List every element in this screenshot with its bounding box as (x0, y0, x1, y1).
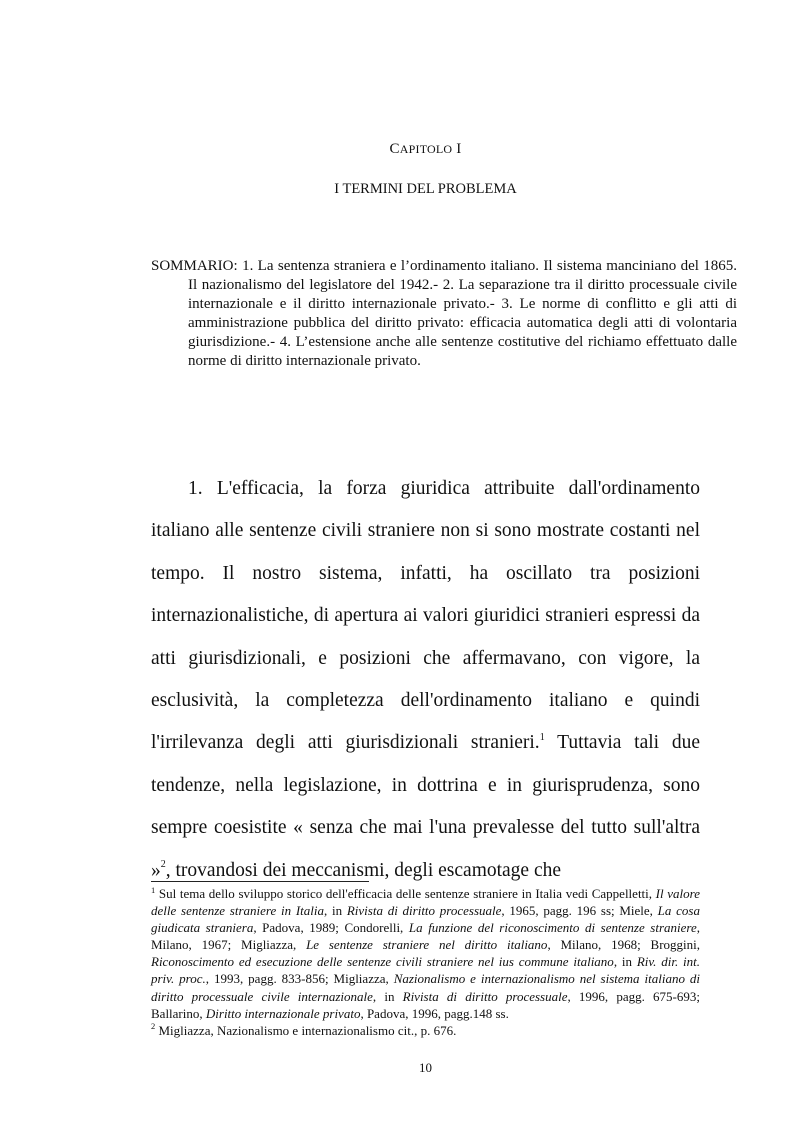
fn1-text: , Padova, 1996, pagg.148 ss. (360, 1005, 509, 1021)
fn1-text: , 1965, pagg. 196 ss; Miele, (501, 903, 658, 919)
summary-label: SOMMARIO: (151, 258, 238, 274)
footnote-2-number: 2 (151, 1021, 156, 1032)
summary-block (151, 257, 737, 371)
fn1-title: Riv. dir. int. priv. proc. (151, 954, 700, 987)
footnote-ref-2[interactable]: 2 (160, 859, 166, 871)
fn1-title: Rivista di diritto processuale (346, 903, 502, 919)
fn1-text: , Milano, 1967; Migliazza, (151, 920, 700, 953)
body-part-2: Tuttavia tali due tendenze, nella legislazione, in dottrina e in giurisprudenza, sono sempre coesistite « senza che mai l'una prevalesse del tutto sull'altra » (151, 732, 700, 881)
fn1-title: Riconoscimento ed esecuzione delle sentenze civili straniere nel ius commune italiano (151, 954, 614, 970)
fn1-title: Il valore delle sentenze straniere in Italia (151, 886, 700, 919)
body-paragraph (151, 468, 700, 892)
footnote-1 (151, 885, 700, 1022)
footnote-2 (151, 1022, 700, 1039)
fn1-text: , in (613, 954, 637, 970)
fn1-text: , Milano, 1968; Broggini, (547, 937, 700, 953)
chapter-heading (0, 141, 793, 158)
footnote-divider (151, 881, 369, 882)
footnotes (151, 885, 700, 1039)
chapter-title: I TERMINI DEL PROBLEMA (334, 181, 517, 197)
fn1-text: , in (372, 988, 403, 1004)
footnote-1-number: 1 (151, 884, 156, 895)
footnote-ref-1[interactable]: 1 (539, 731, 545, 743)
fn1-title: La funzione del riconoscimento di sentenze straniere (408, 920, 697, 936)
fn1-title: Rivista di diritto processuale (402, 988, 568, 1004)
page-number: 10 (419, 1060, 432, 1075)
fn2-text: Migliazza, Nazionalismo e internazionalismo cit., p. 676. (155, 1022, 457, 1038)
fn1-title: La cosa giudicata straniera (151, 903, 700, 936)
fn1-title: Le sentenze straniere nel diritto italiano (306, 937, 548, 953)
body-part-1: 1. L'efficacia, la forza giuridica attribuite dall'ordinamento italiano alle sentenze civili straniere non si sono mostrate costanti nel tempo. Il nostro sistema, infatti, ha oscillato tra posizioni internazionalistiche, di apertura ai valori giuridici stranieri espressi da atti giurisdizionali, e posizioni che affermavano, con vigore, la esclusività, la completezza dell'ordinamento italiano e quindi l'irrilevanza degli atti giurisdizionali stranieri. (151, 478, 700, 754)
fn1-text: Sul tema dello sviluppo storico dell'efficacia delle sentenze straniere in Italia vedi Cappelletti, (155, 886, 656, 901)
chapter-numeral: I (456, 141, 462, 157)
fn1-text: , 1993, pagg. 833-856; Migliazza, (205, 971, 394, 987)
fn1-text: , 1996, pagg. 675-693; Ballarino, (151, 988, 700, 1021)
chapter-word: APITOLO (399, 142, 453, 156)
fn1-title: Nazionalismo e internazionalismo nel sistema italiano di diritto processuale civile internazionale (151, 971, 701, 1004)
chapter-initial: C (389, 141, 400, 157)
fn1-title: Diritto internazionale privato (205, 1005, 361, 1021)
summary-text: 1. La sentenza straniera e l’ordinamento italiano. Il sistema manciniano del 1865. Il nazionalismo del legislatore del 1942.- 2. La separazione tra il diritto processuale civile internazionale e il diritto internazionale privato.- 3. Le norme di conflitto e gli atti di amministrazione pubblica del diritto privato: efficacia automatica degli atti di volontaria giurisdizione.- 4. L’estensione anche alle sentenze costitutive del richiamo effettuato dalle norme di diritto internazionale privato. (188, 258, 738, 369)
fn1-text: , Padova, 1989; Condorelli, (253, 920, 409, 936)
fn1-text: , in (324, 903, 347, 919)
body-part-3: , trovandosi dei meccanismi, degli escamotage che (165, 859, 562, 881)
